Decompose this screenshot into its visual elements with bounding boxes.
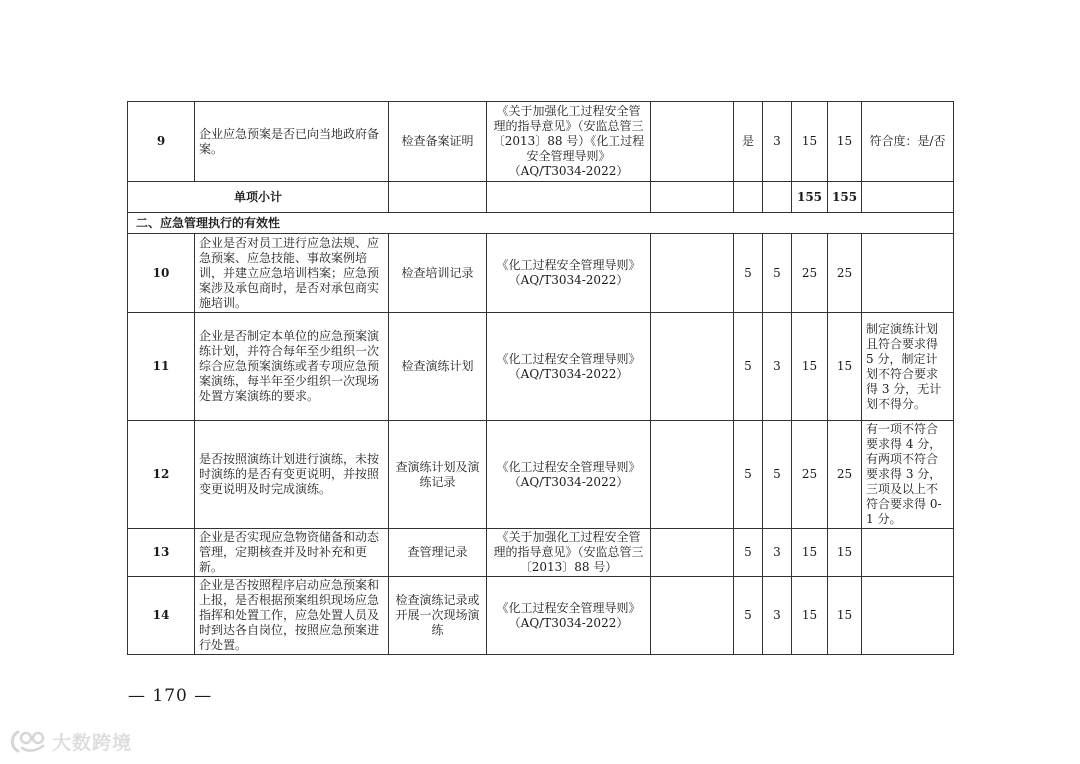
row-number: 13 xyxy=(128,529,195,577)
remark xyxy=(862,529,954,577)
empty-cell xyxy=(651,421,734,529)
full-score: 15 xyxy=(792,529,828,577)
weight: 5 xyxy=(734,421,763,529)
table-row xyxy=(128,102,954,182)
check-method: 查演练计划及演练记录 xyxy=(389,421,487,529)
watermark-text: 大数跨境 xyxy=(52,732,133,754)
table-row xyxy=(128,529,954,577)
veto-flag: 是 xyxy=(734,102,763,182)
full-score: 25 xyxy=(792,234,828,313)
remark xyxy=(862,577,954,655)
empty-cell xyxy=(763,182,792,213)
empty-cell xyxy=(389,182,487,213)
full-score: 15 xyxy=(792,313,828,421)
basis-reference: 《化工过程安全管理导则》（AQ/T3034-2022） xyxy=(487,421,651,529)
check-method: 检查培训记录 xyxy=(389,234,487,313)
check-method: 检查演练记录或开展一次现场演练 xyxy=(389,577,487,655)
actual-score: 25 xyxy=(828,234,862,313)
page-number: — 170 — xyxy=(128,686,213,706)
check-method: 检查备案证明 xyxy=(389,102,487,182)
check-item: 是否按照演练计划进行演练，未按时演练的是否有变更说明，并按照变更说明及时完成演练。 xyxy=(195,421,389,529)
check-method: 检查演练计划 xyxy=(389,313,487,421)
table-row xyxy=(128,313,954,421)
check-method: 查管理记录 xyxy=(389,529,487,577)
basis-reference: 《化工过程安全管理导则》（AQ/T3034-2022） xyxy=(487,577,651,655)
row-number: 11 xyxy=(128,313,195,421)
empty-cell xyxy=(651,102,734,182)
check-item: 企业是否对员工进行应急法规、应急预案、应急技能、事故案例培训，并建立应急培训档案；应急预案涉及承包商时，是否对承包商实施培训。 xyxy=(195,234,389,313)
actual-score: 15 xyxy=(828,313,862,421)
weight: 5 xyxy=(734,234,763,313)
remark: 制定演练计划且符合要求得 5 分，制定计划不符合要求得 3 分，无计划不得分。 xyxy=(862,313,954,421)
weight: 5 xyxy=(734,577,763,655)
weight: 3 xyxy=(763,102,792,182)
subtotal-row xyxy=(128,182,954,213)
weight: 5 xyxy=(734,529,763,577)
empty-cell xyxy=(651,577,734,655)
check-item: 企业是否实现应急物资储备和动态管理，定期核查并及时补充和更新。 xyxy=(195,529,389,577)
actual-score: 25 xyxy=(828,421,862,529)
check-item: 企业是否制定本单位的应急预案演练计划，并符合每年至少组织一次综合应急预案演练或者专项应急预案演练，每半年至少组织一次现场处置方案演练的要求。 xyxy=(195,313,389,421)
factor: 5 xyxy=(763,421,792,529)
actual-score: 15 xyxy=(828,577,862,655)
ec-logo-icon xyxy=(8,729,48,755)
basis-reference: 《关于加强化工过程安全管理的指导意见》（安监总管三〔2013〕88 号）《化工过程安全管理导则》（AQ/T3034-2022） xyxy=(487,102,651,182)
table-row xyxy=(128,577,954,655)
empty-cell xyxy=(862,182,954,213)
actual-score: 15 xyxy=(828,529,862,577)
remark: 有一项不符合要求得 4 分，有两项不符合要求得 3 分，三项及以上不符合要求得 0-1 分。 xyxy=(862,421,954,529)
row-number: 10 xyxy=(128,234,195,313)
section-title: 二、应急管理执行的有效性 xyxy=(128,213,954,234)
full-score: 25 xyxy=(792,421,828,529)
check-item: 企业应急预案是否已向当地政府备案。 xyxy=(195,102,389,182)
section-header xyxy=(128,213,954,234)
watermark xyxy=(8,728,132,755)
factor: 5 xyxy=(763,234,792,313)
subtotal-label: 单项小计 xyxy=(128,182,389,213)
weight: 5 xyxy=(734,313,763,421)
basis-reference: 《关于加强化工过程安全管理的指导意见》（安监总管三〔2013〕88 号） xyxy=(487,529,651,577)
basis-reference: 《化工过程安全管理导则》（AQ/T3034-2022） xyxy=(487,313,651,421)
empty-cell xyxy=(651,313,734,421)
row-number: 14 xyxy=(128,577,195,655)
full-score: 15 xyxy=(792,102,828,182)
empty-cell xyxy=(651,234,734,313)
subtotal-score: 155 xyxy=(828,182,862,213)
remark xyxy=(862,234,954,313)
row-number: 12 xyxy=(128,421,195,529)
subtotal-full: 155 xyxy=(792,182,828,213)
full-score: 15 xyxy=(792,577,828,655)
check-item: 企业是否按照程序启动应急预案和上报，是否根据预案组织现场应急指挥和处置工作，应急处置人员及时到达各自岗位，按照应急预案进行处置。 xyxy=(195,577,389,655)
empty-cell xyxy=(651,529,734,577)
table-row xyxy=(128,234,954,313)
factor: 3 xyxy=(763,313,792,421)
remark: 符合度：是/否 xyxy=(862,102,954,182)
factor: 3 xyxy=(763,577,792,655)
empty-cell xyxy=(651,182,734,213)
empty-cell xyxy=(734,182,763,213)
row-number: 9 xyxy=(128,102,195,182)
table-row xyxy=(128,421,954,529)
empty-cell xyxy=(487,182,651,213)
factor: 3 xyxy=(763,529,792,577)
actual-score: 15 xyxy=(828,102,862,182)
basis-reference: 《化工过程安全管理导则》（AQ/T3034-2022） xyxy=(487,234,651,313)
assessment-table xyxy=(127,101,954,655)
